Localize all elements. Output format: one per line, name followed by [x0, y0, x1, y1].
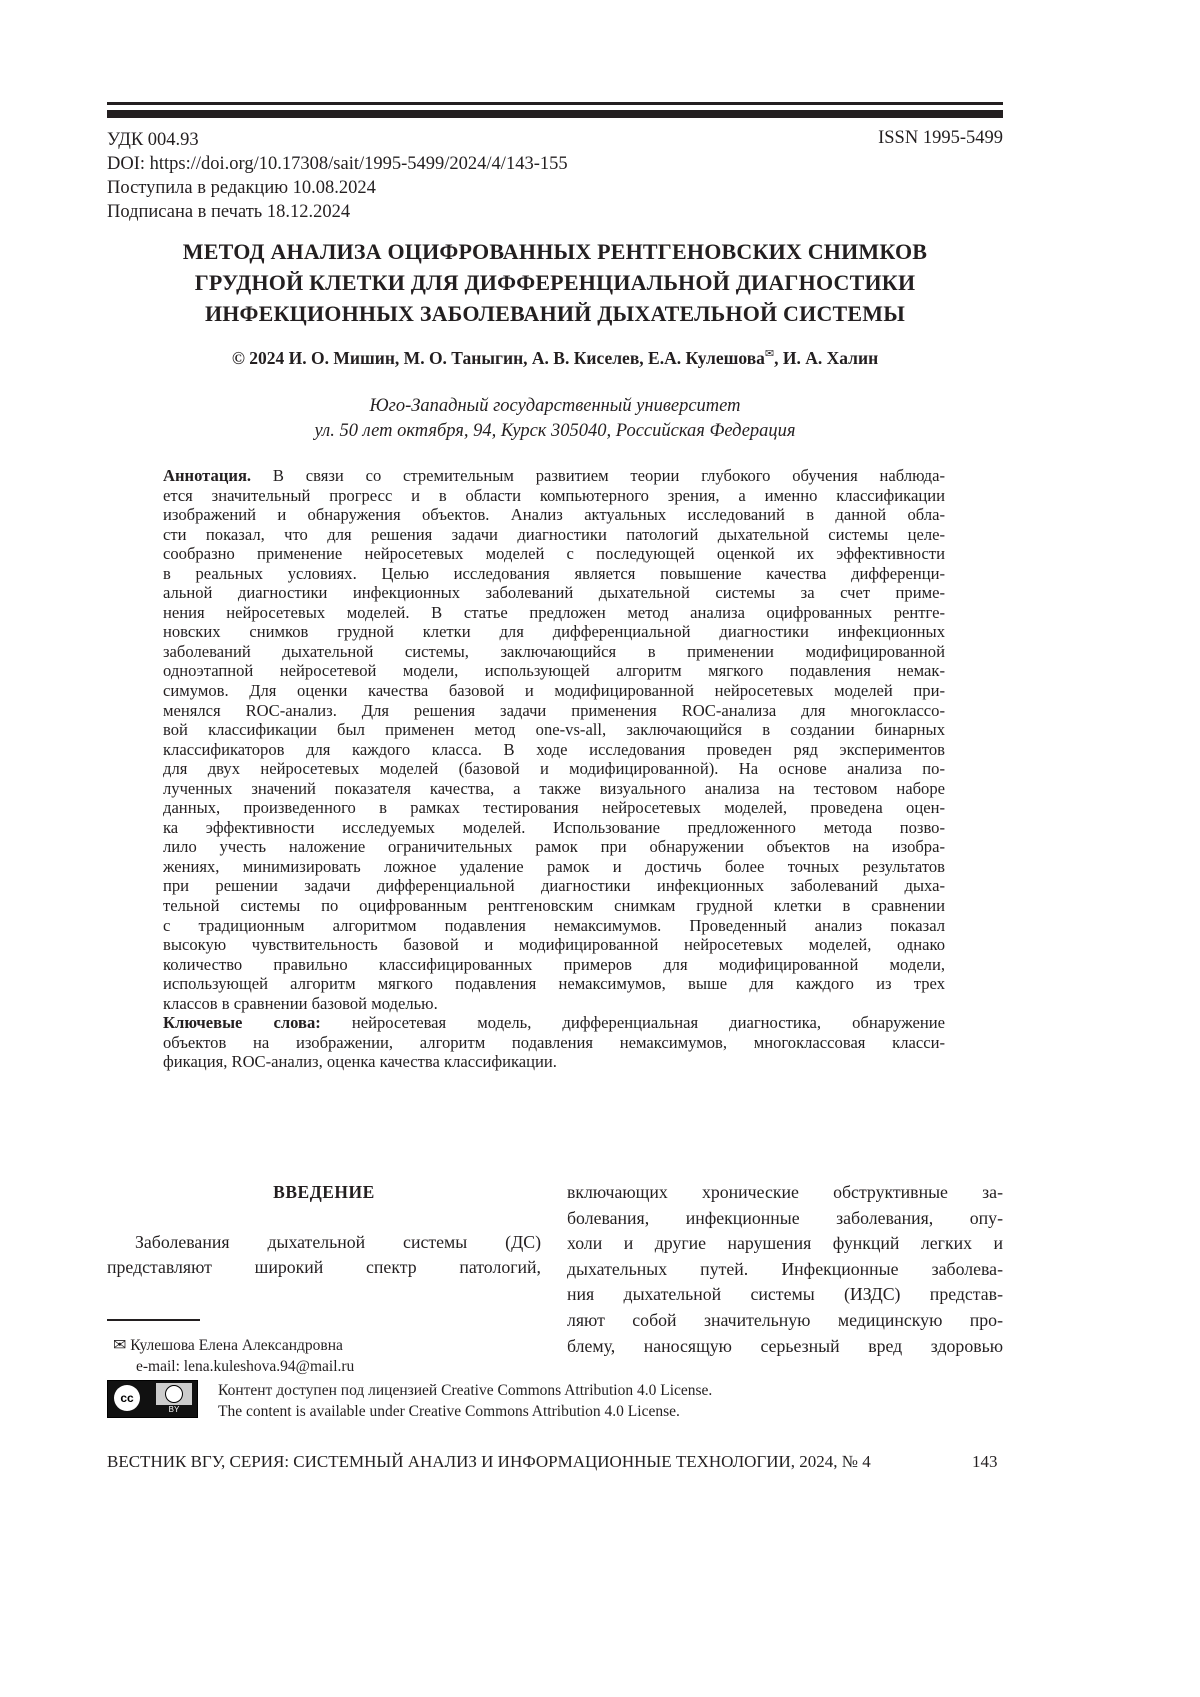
keywords-text: нейросетевая модель, дифференциальная диагностика, обнаружение — [321, 1013, 945, 1032]
abstract-text: симумов. Для оценки качества базовой и модифицированной нейросетевых моделей при- — [163, 681, 945, 700]
keywords-line — [163, 1052, 945, 1072]
abstract-line — [163, 857, 945, 877]
abstract-text: вой классификации был применен метод one-vs-all, заключающийся в создании бинарных — [163, 720, 945, 739]
abstract-line — [163, 916, 945, 936]
address: ул. 50 лет октября, 94, Курск 305040, Российская Федерация — [107, 419, 1003, 444]
abstract-line — [163, 661, 945, 681]
text-line: представляют широкий спектр патологий, — [107, 1255, 541, 1281]
abstract-text: заболеваний дыхательной системы, заключающийся в применении модифицированной — [163, 642, 945, 661]
text-line: болевания, инфекционные заболевания, опу- — [567, 1206, 1003, 1232]
abstract-line — [163, 779, 945, 799]
abstract-line — [163, 935, 945, 955]
affiliation — [107, 394, 1003, 444]
keywords-label: Ключевые слова: — [163, 1013, 321, 1032]
abstract-text: менялся ROC-анализ. Для решения задачи применения ROC-анализа для многоклассо- — [163, 701, 945, 720]
right-column — [567, 1180, 1003, 1359]
signed-date: Подписана в печать 18.12.2024 — [107, 200, 568, 224]
text-line: дыхательных путей. Инфекционные заболева- — [567, 1257, 1003, 1283]
cc-by-license-badge — [107, 1380, 198, 1418]
text-line: ляют собой значительную медицинскую про- — [567, 1308, 1003, 1334]
doi-link[interactable]: DOI: https://doi.org/10.17308/sait/1995-5499/2024/4/143-155 — [107, 152, 568, 176]
keywords-text: фикация, ROC-анализ, оценка качества классификации. — [163, 1052, 557, 1071]
license-text — [218, 1380, 712, 1422]
abstract-text: с традиционным алгоритмом подавления немаксимумов. Проведенный анализ показал — [163, 916, 945, 935]
received-date: Поступила в редакцию 10.08.2024 — [107, 176, 568, 200]
text-line: включающих хронические обструктивные за- — [567, 1180, 1003, 1206]
journal-footer: ВЕСТНИК ВГУ, СЕРИЯ: СИСТЕМНЫЙ АНАЛИЗ И ИНФОРМАЦИОННЫЕ ТЕХНОЛОГИИ, 2024, № 4 — [107, 1452, 871, 1472]
abstract-text: лило учесть наложение ограничительных рамок при обнаружении объектов на изобра- — [163, 837, 945, 856]
footnote — [113, 1335, 354, 1377]
abstract-line — [163, 798, 945, 818]
title-line: ГРУДНОЙ КЛЕТКИ ДЛЯ ДИФФЕРЕНЦИАЛЬНОЙ ДИАГНОСТИКИ — [107, 267, 1003, 298]
abstract — [163, 466, 945, 1072]
keywords-line — [163, 1013, 945, 1033]
license-en: The content is available under Creative Commons Attribution 4.0 License. — [218, 1401, 712, 1422]
abstract-line — [163, 544, 945, 564]
abstract-line — [163, 583, 945, 603]
abstract-line — [163, 759, 945, 779]
abstract-text: нения нейросетевых моделей. В статье предложен метод анализа оцифрованных рентге- — [163, 603, 945, 622]
abstract-line — [163, 876, 945, 896]
abstract-text: жениях, минимизировать ложное удаление рамок и достичь более точных результатов — [163, 857, 945, 876]
abstract-text: сти показал, что для решения задачи диагностики патологий дыхательной системы целе- — [163, 525, 945, 544]
abstract-text: классов в сравнении базовой моделью. — [163, 994, 438, 1013]
header-rule-thick — [107, 110, 1003, 118]
title-line: ИНФЕКЦИОННЫХ ЗАБОЛЕВАНИЙ ДЫХАТЕЛЬНОЙ СИСТЕМЫ — [107, 298, 1003, 329]
authors-list: © 2024 И. О. Мишин, М. О. Таныгин, А. В. Киселев, Е.А. Кулешова — [232, 348, 765, 368]
abstract-line — [163, 681, 945, 701]
keywords-text: объектов на изображении, алгоритм подавления немаксимумов, многоклассовая класси- — [163, 1033, 945, 1052]
envelope-icon: ✉ — [113, 1337, 126, 1354]
abstract-text: при решении задачи дифференциальной диагностики инфекционных заболеваний дыха- — [163, 876, 945, 895]
abstract-line — [163, 466, 945, 486]
abstract-text: в реальных условиях. Целью исследования является повышение качества дифференци- — [163, 564, 945, 583]
abstract-text: высокую чувствительность базовой и модифицированной нейросетевых моделей, однако — [163, 935, 945, 954]
abstract-line — [163, 622, 945, 642]
university: Юго-Западный государственный университет — [107, 394, 1003, 419]
udc: УДК 004.93 — [107, 128, 568, 152]
authors-list-end: , И. А. Халин — [774, 348, 878, 368]
abstract-text: новских снимков грудной клетки для дифференциальной диагностики инфекционных — [163, 622, 945, 641]
article-meta — [107, 128, 568, 224]
issn: ISSN 1995-5499 — [878, 128, 1003, 149]
by-label: BY — [156, 1405, 192, 1414]
authors — [107, 347, 1003, 369]
page-number: 143 — [972, 1452, 998, 1472]
text-line: холи и другие нарушения функций легких и — [567, 1231, 1003, 1257]
cc-icon: cc — [114, 1385, 140, 1411]
text-line: ния дыхательной системы (ИЗДС) представ- — [567, 1282, 1003, 1308]
author-email[interactable]: e-mail: lena.kuleshova.94@mail.ru — [113, 1356, 354, 1377]
footnote-rule — [107, 1319, 200, 1321]
abstract-label: Аннотация. — [163, 466, 251, 485]
abstract-text: альной диагностики инфекционных заболеваний дыхательной системы за счет приме- — [163, 583, 945, 602]
corresponding-author: Кулешова Елена Александровна — [130, 1337, 343, 1354]
header-rule-thin — [107, 102, 1003, 105]
abstract-line — [163, 505, 945, 525]
abstract-line — [163, 896, 945, 916]
envelope-icon: ✉ — [765, 348, 774, 360]
abstract-text: для двух нейросетевых моделей (базовой и модифицированной). На основе анализа по- — [163, 759, 945, 778]
abstract-text: количество правильно классифицированных примеров для модифицированной модели, — [163, 955, 945, 974]
abstract-text: ется значительный прогресс и в области компьютерного зрения, а именно классификации — [163, 486, 945, 505]
abstract-line — [163, 525, 945, 545]
person-icon — [156, 1383, 192, 1405]
section-heading: ВВЕДЕНИЕ — [107, 1180, 541, 1206]
abstract-line — [163, 642, 945, 662]
abstract-line — [163, 740, 945, 760]
abstract-line — [163, 818, 945, 838]
license-ru: Контент доступен под лицензией Creative Commons Attribution 4.0 License. — [218, 1380, 712, 1401]
abstract-text: данных, произведенного в рамках тестирования нейросетевых моделей, проведена оцен- — [163, 798, 945, 817]
abstract-line — [163, 974, 945, 994]
abstract-line — [163, 564, 945, 584]
abstract-text: одноэтапной нейросетевой модели, использующей алгоритм мягкого подавления немак- — [163, 661, 945, 680]
abstract-text: лученных значений показателя качества, а также визуального анализа на тестовом наборе — [163, 779, 945, 798]
abstract-line — [163, 701, 945, 721]
abstract-line — [163, 994, 945, 1014]
abstract-text: В связи со стремительным развитием теории глубокого обучения наблюда- — [251, 466, 945, 485]
abstract-line — [163, 603, 945, 623]
abstract-text: изображений и обнаружения объектов. Анализ актуальных исследований в данной обла- — [163, 505, 945, 524]
text-line: Заболевания дыхательной системы (ДС) — [107, 1230, 541, 1256]
page-title — [107, 236, 1003, 329]
abstract-text: ка эффективности исследуемых моделей. Использование предложенного метода позво- — [163, 818, 945, 837]
title-line: МЕТОД АНАЛИЗА ОЦИФРОВАННЫХ РЕНТГЕНОВСКИХ СНИМКОВ — [107, 236, 1003, 267]
abstract-text: сообразно применение нейросетевых моделей с последующей оценкой их эффективности — [163, 544, 945, 563]
keywords-line — [163, 1033, 945, 1053]
abstract-line — [163, 837, 945, 857]
abstract-text: использующей алгоритм мягкого подавления немаксимумов, выше для каждого из трех — [163, 974, 945, 993]
abstract-text: тельной системы по оцифрованным рентгеновским снимкам грудной клетки в сравнении — [163, 896, 945, 915]
abstract-line — [163, 486, 945, 506]
left-column — [107, 1180, 541, 1281]
text-line: блему, наносящую серьезный вред здоровью — [567, 1334, 1003, 1360]
abstract-text: классификаторов для каждого класса. В ходе исследования проведен ряд экспериментов — [163, 740, 945, 759]
abstract-line — [163, 720, 945, 740]
abstract-line — [163, 955, 945, 975]
